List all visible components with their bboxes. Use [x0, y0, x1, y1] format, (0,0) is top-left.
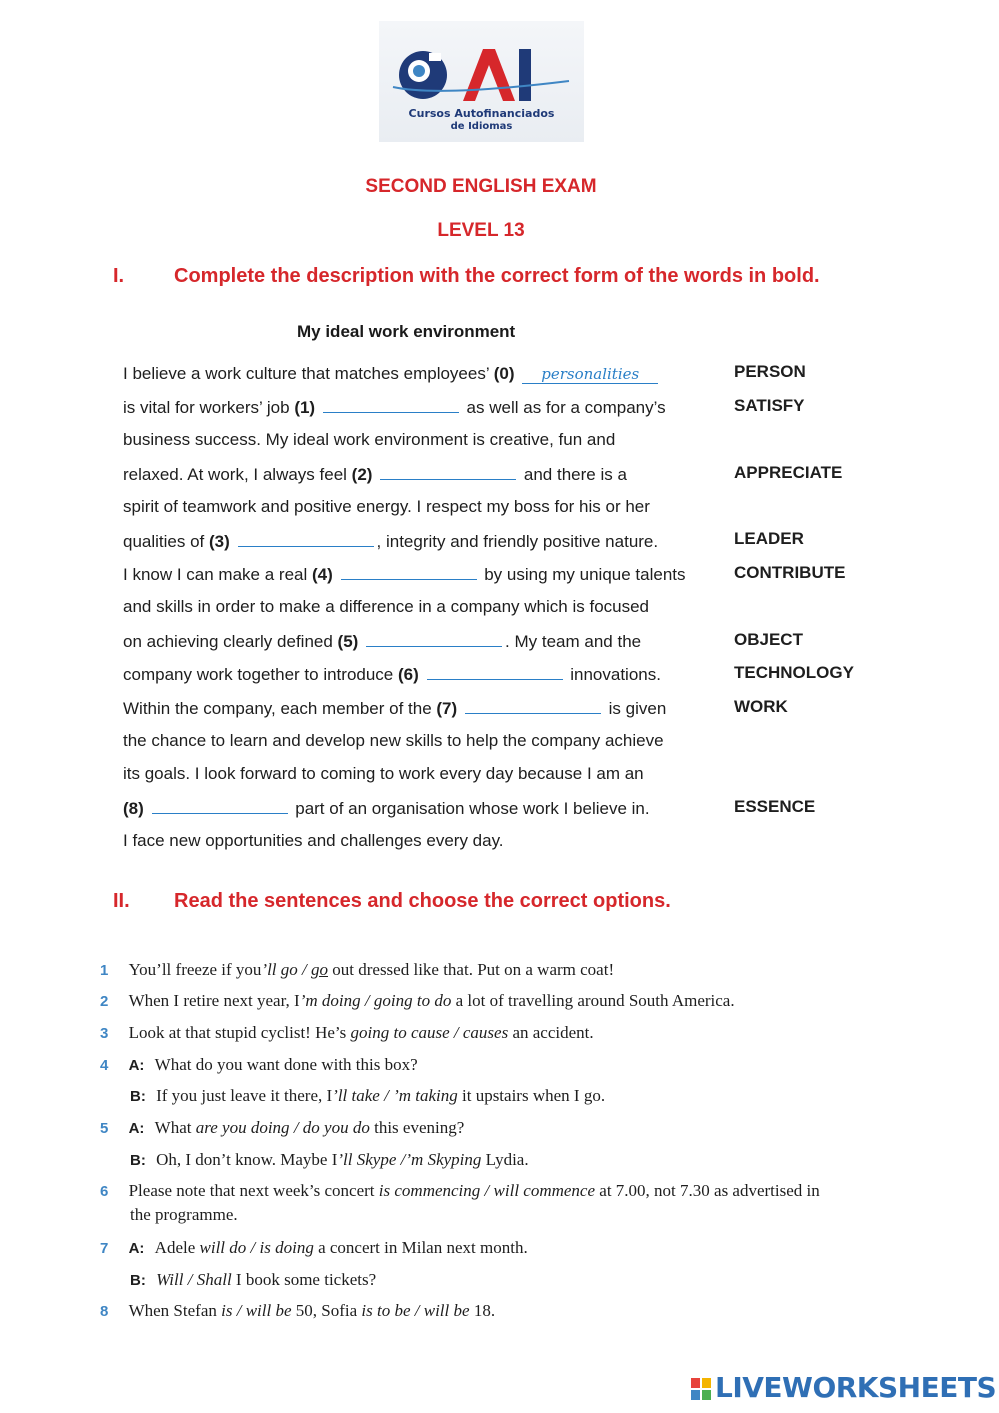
blank-1[interactable]	[323, 397, 459, 413]
option[interactable]: are you doing	[195, 1118, 290, 1137]
keyword-satisfy: SATISFY	[734, 396, 805, 415]
section1-number: I.	[113, 265, 125, 287]
option[interactable]: will do	[199, 1238, 247, 1257]
section2-number: II.	[113, 890, 130, 912]
exam-title: SECOND ENGLISH EXAM	[365, 176, 597, 197]
answer-0: personalities	[522, 365, 658, 384]
ex1-line-12: its goals. I look forward to coming to work every day because I am an	[123, 764, 644, 783]
blank-7[interactable]	[465, 698, 601, 714]
ex1-line-10: Within the company, each member of the (7) is given	[123, 699, 667, 718]
option[interactable]: causes	[462, 1023, 509, 1042]
brand-name: LIVEWORKSHEETS	[715, 1371, 997, 1404]
blank-3[interactable]	[238, 531, 374, 547]
option[interactable]: ’ll go	[261, 960, 298, 979]
question-5a: 5 A: What are you doing / do you do this evening?	[100, 1118, 465, 1137]
option[interactable]: is	[221, 1301, 233, 1320]
blank-4[interactable]	[341, 564, 477, 580]
keyword-appreciate: APPRECIATE	[734, 463, 843, 482]
option[interactable]: Shall	[196, 1270, 232, 1289]
ex1-line-5: qualities of (3) , integrity and friendly positive nature.	[123, 532, 659, 551]
keyword-leader: LEADER	[734, 529, 804, 548]
ex1-line-0: I believe a work culture that matches employees’ (0) personalities	[123, 364, 661, 384]
question-7a: 7 A: Adele will do / is doing a concert in Milan next month.	[100, 1238, 528, 1257]
option[interactable]: will commence	[493, 1181, 596, 1200]
section1-title: Complete the description with the correct form of the words in bold.	[174, 265, 820, 287]
option[interactable]: going to do	[373, 991, 452, 1010]
option[interactable]: is to be	[361, 1301, 411, 1320]
ex1-line-2: business success. My ideal work environment is creative, fun and	[123, 430, 616, 449]
keyword-essence: ESSENCE	[734, 797, 816, 816]
blank-6[interactable]	[427, 664, 563, 680]
exercise1-heading: My ideal work environment	[297, 322, 516, 341]
option-selected[interactable]: go	[311, 960, 329, 979]
question-8: 8 When Stefan is / will be 50, Sofia is to be / will be 18.	[100, 1301, 496, 1320]
section2-title: Read the sentences and choose the correct options.	[174, 890, 671, 912]
ex1-line-11: the chance to learn and develop new skills to help the company achieve	[123, 731, 664, 750]
question-6: 6 Please note that next week’s concert is commencing / will commence at 7.00, not 7.30 as advertised in	[100, 1181, 820, 1200]
question-1: 1 You’ll freeze if you’ll go / go out dressed like that. Put on a warm coat!	[100, 960, 615, 979]
option[interactable]: will be	[245, 1301, 292, 1320]
option[interactable]: will be	[423, 1301, 470, 1320]
cai-logo	[379, 21, 584, 142]
option[interactable]: ’ll Skype	[337, 1150, 397, 1169]
option[interactable]: ’ll take	[332, 1086, 380, 1105]
question-2: 2 When I retire next year, I’m doing / going to do a lot of travelling around South America.	[100, 991, 735, 1010]
keyword-work: WORK	[734, 697, 788, 716]
keyword-person: PERSON	[734, 362, 806, 381]
question-6-continued: the programme.	[130, 1205, 238, 1224]
question-7b: B: Will / Shall I book some tickets?	[130, 1270, 377, 1289]
keyword-technology: TECHNOLOGY	[734, 663, 854, 682]
option[interactable]: Will	[156, 1270, 184, 1289]
blank-5[interactable]	[366, 631, 502, 647]
question-4b: B: If you just leave it there, I’ll take / ’m taking it upstairs when I go.	[130, 1086, 606, 1105]
ex1-line-6: I know I can make a real (4) by using my unique talents	[123, 565, 686, 584]
question-4a: 4 A: What do you want done with this box?	[100, 1055, 418, 1074]
logo-line2: de Idiomas	[450, 121, 513, 132]
keyword-object: OBJECT	[734, 630, 803, 649]
question-3: 3 Look at that stupid cyclist! He’s going to cause / causes an accident.	[100, 1023, 594, 1042]
ex1-line-14: I face new opportunities and challenges every day.	[123, 831, 504, 850]
ex1-line-3: relaxed. At work, I always feel (2) and there is a	[123, 465, 627, 484]
ex1-line-1: is vital for workers’ job (1) as well as for a company’s	[123, 398, 666, 417]
exam-level: LEVEL 13	[437, 220, 525, 241]
keyword-contribute: CONTRIBUTE	[734, 563, 846, 582]
ex1-line-9: company work together to introduce (6) innovations.	[123, 665, 661, 684]
blank-2[interactable]	[380, 464, 516, 480]
option[interactable]: going to cause	[350, 1023, 450, 1042]
question-5b: B: Oh, I don’t know. Maybe I’ll Skype /’m Skyping Lydia.	[130, 1150, 529, 1169]
logo-line1: Cursos Autofinanciados	[408, 107, 555, 120]
option[interactable]: ’m doing	[299, 991, 361, 1010]
option[interactable]: do you do	[302, 1118, 370, 1137]
blank-8[interactable]	[152, 798, 288, 814]
ex1-line-13: (8) part of an organisation whose work I believe in.	[123, 799, 650, 818]
liveworksheets-logo-icon	[691, 1378, 711, 1400]
ex1-line-4: spirit of teamwork and positive energy. I respect my boss for his or her	[123, 497, 650, 516]
option[interactable]: is doing	[259, 1238, 314, 1257]
ex1-line-8: on achieving clearly defined (5) . My team and the	[123, 632, 642, 651]
option[interactable]: ’m Skyping	[405, 1150, 482, 1169]
option[interactable]: is commencing	[378, 1181, 481, 1200]
option[interactable]: ’m taking	[393, 1086, 458, 1105]
ex1-line-7: and skills in order to make a difference in a company which is focused	[123, 597, 650, 616]
